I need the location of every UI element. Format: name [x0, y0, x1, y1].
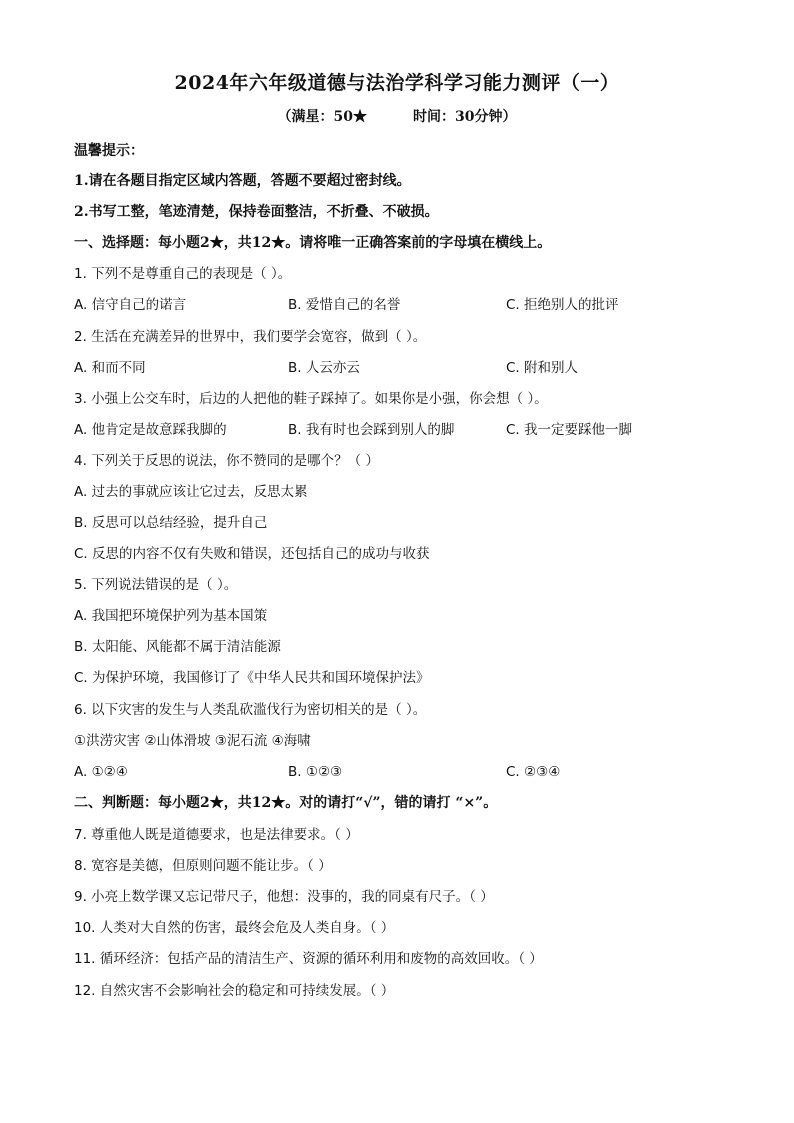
q4-option-a: A. 过去的事就应该让它过去，反思太累: [74, 484, 308, 500]
question-10: 10. 人类对大自然的伤害，最终会危及人类自身。（ ）: [74, 920, 395, 936]
q1-option-b: B. 爱惜自己的名誉: [288, 297, 401, 313]
q4-option-b: B. 反思可以总结经验，提升自己: [74, 515, 268, 531]
q1-option-a: A. 信守自己的诺言: [74, 297, 187, 313]
q2-option-b: B. 人云亦云: [288, 360, 360, 376]
q1-option-c: C. 拒绝别人的批评: [506, 297, 619, 313]
q6-option-c: C. ②③④: [506, 764, 561, 780]
q5-option-c: C. 为保护环境，我国修订了《中华人民共和国环境保护法》: [74, 670, 430, 686]
question-2: 2. 生活在充满差异的世界中，我们要学会宽容，做到（ ）。: [74, 329, 427, 345]
q2-option-a: A. 和而不同: [74, 360, 146, 376]
q6-option-a: A. ①②④: [74, 764, 128, 780]
notice-item-1: 1.请在各题目指定区域内答题，答题不要超过密封线。: [74, 173, 411, 189]
question-1: 1. 下列不是尊重自己的表现是（ ）。: [74, 266, 292, 282]
q3-option-a: A. 他肯定是故意踩我脚的: [74, 422, 227, 438]
q6-option-b: B. ①②③: [288, 764, 343, 780]
question-7: 7. 尊重他人既是道德要求，也是法律要求。（ ）: [74, 827, 359, 843]
full-score-label: （满星：50★: [277, 109, 367, 125]
question-3: 3. 小强上公交车时，后边的人把他的鞋子踩掉了。如果你是小强，你会想（ ）。: [74, 391, 548, 407]
q5-option-b: B. 太阳能、风能都不属于清洁能源: [74, 639, 281, 655]
time-label: 时间：30分钟）: [413, 109, 517, 125]
notice-item-2: 2.书写工整，笔迹清楚，保持卷面整洁，不折叠、不破损。: [74, 204, 439, 220]
question-12: 12. 自然灾害不会影响社会的稳定和可持续发展。（ ）: [74, 983, 395, 999]
q4-option-c: C. 反思的内容不仅有失败和错误，还包括自己的成功与收获: [74, 546, 430, 562]
page-title: 2024年六年级道德与法治学科学习能力测评（一）: [174, 72, 620, 94]
exam-info: [0, 106, 794, 126]
q3-option-b: B. 我有时也会踩到别人的脚: [288, 422, 455, 438]
q2-option-c: C. 附和别人: [506, 360, 579, 376]
question-11: 11. 循环经济：包括产品的清洁生产、资源的循环利用和废物的高效回收。（ ）: [74, 951, 543, 967]
q6-items: ①洪涝灾害 ②山体滑坡 ③泥石流 ④海啸: [74, 733, 311, 749]
section-1-heading: 一、选择题：每小题2★，共12★。请将唯一正确答案前的字母填在横线上。: [74, 235, 552, 251]
q3-option-c: C. 我一定要踩他一脚: [506, 422, 633, 438]
section-2-heading: 二、判断题：每小题2★，共12★。对的请打“√”，错的请打 “×”。: [74, 795, 498, 811]
q5-option-a: A. 我国把环境保护列为基本国策: [74, 608, 268, 624]
question-6: 6. 以下灾害的发生与人类乱砍滥伐行为密切相关的是（ ）。: [74, 702, 427, 718]
question-5: 5. 下列说法错误的是（ ）。: [74, 577, 238, 593]
notice-heading: 温馨提示：: [74, 143, 144, 159]
question-4: 4. 下列关于反思的说法，你不赞同的是哪个？（ ）: [74, 453, 379, 469]
question-8: 8. 宽容是美德，但原则问题不能让步。（ ）: [74, 858, 332, 874]
question-9: 9. 小亮上数学课又忘记带尺子，他想：没事的，我的同桌有尺子。（ ）: [74, 889, 494, 905]
